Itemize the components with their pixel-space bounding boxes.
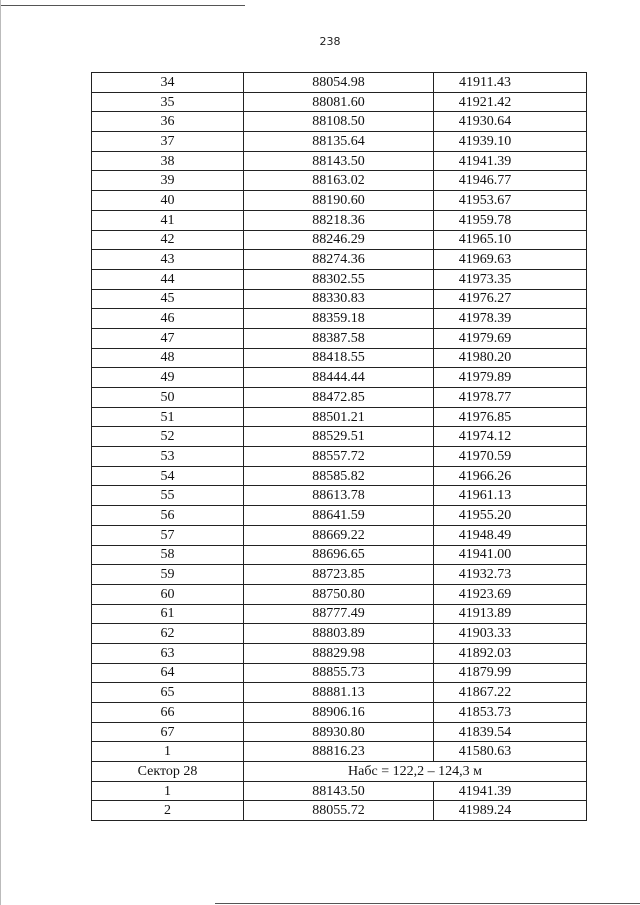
point-number-cell: 59 <box>92 565 244 585</box>
y-coordinate-cell: 41892.03 <box>434 643 587 663</box>
y-coordinate-cell: 41921.42 <box>434 92 587 112</box>
point-number-cell: 50 <box>92 388 244 408</box>
y-coordinate-cell: 41970.59 <box>434 447 587 467</box>
table-row <box>92 348 587 368</box>
x-coordinate-cell: 88777.49 <box>244 604 434 624</box>
x-coordinate-cell: 88585.82 <box>244 466 434 486</box>
table-row <box>92 781 587 801</box>
y-coordinate-cell: 41580.63 <box>434 742 587 762</box>
x-coordinate-cell: 88803.89 <box>244 624 434 644</box>
table-row <box>92 151 587 171</box>
table-row <box>92 92 587 112</box>
y-coordinate-cell: 41941.39 <box>434 781 587 801</box>
x-coordinate-cell: 88750.80 <box>244 584 434 604</box>
table-row <box>92 250 587 270</box>
y-coordinate-cell: 41979.89 <box>434 368 587 388</box>
point-number-cell: 47 <box>92 328 244 348</box>
x-coordinate-cell: 88723.85 <box>244 565 434 585</box>
table-row <box>92 604 587 624</box>
x-coordinate-cell: 88906.16 <box>244 703 434 723</box>
point-number-cell: 52 <box>92 427 244 447</box>
table-row <box>92 230 587 250</box>
point-number-cell: 34 <box>92 73 244 93</box>
table-row <box>92 407 587 427</box>
point-number-cell: 63 <box>92 643 244 663</box>
point-number-cell: 43 <box>92 250 244 270</box>
table-row <box>92 171 587 191</box>
scan-edge-top <box>0 5 245 6</box>
x-coordinate-cell: 88641.59 <box>244 506 434 526</box>
point-number-cell: 38 <box>92 151 244 171</box>
table-row <box>92 584 587 604</box>
y-coordinate-cell: 41969.63 <box>434 250 587 270</box>
x-coordinate-cell: 88330.83 <box>244 289 434 309</box>
sector-header-row <box>92 762 587 782</box>
x-coordinate-cell: 88930.80 <box>244 722 434 742</box>
x-coordinate-cell: 88816.23 <box>244 742 434 762</box>
point-number-cell: 57 <box>92 525 244 545</box>
y-coordinate-cell: 41959.78 <box>434 210 587 230</box>
x-coordinate-cell: 88444.44 <box>244 368 434 388</box>
y-coordinate-cell: 41939.10 <box>434 132 587 152</box>
point-number-cell: 42 <box>92 230 244 250</box>
y-coordinate-cell: 41867.22 <box>434 683 587 703</box>
y-coordinate-cell: 41948.49 <box>434 525 587 545</box>
x-coordinate-cell: 88855.73 <box>244 663 434 683</box>
point-number-cell: 48 <box>92 348 244 368</box>
x-coordinate-cell: 88246.29 <box>244 230 434 250</box>
table-row <box>92 565 587 585</box>
table-row <box>92 466 587 486</box>
point-number-cell: 62 <box>92 624 244 644</box>
point-number-cell: 66 <box>92 703 244 723</box>
point-number-cell: 46 <box>92 309 244 329</box>
point-number-cell: 67 <box>92 722 244 742</box>
y-coordinate-cell: 41903.33 <box>434 624 587 644</box>
point-number-cell: 44 <box>92 269 244 289</box>
y-coordinate-cell: 41976.27 <box>434 289 587 309</box>
coordinates-table-body <box>92 73 587 821</box>
table-row <box>92 112 587 132</box>
table-row <box>92 506 587 526</box>
table-row <box>92 388 587 408</box>
sector-label: Сектор 28 <box>92 762 244 782</box>
page-number: 238 <box>319 35 341 48</box>
x-coordinate-cell: 88135.64 <box>244 132 434 152</box>
y-coordinate-cell: 41932.73 <box>434 565 587 585</box>
y-coordinate-cell: 41978.39 <box>434 309 587 329</box>
y-coordinate-cell: 41961.13 <box>434 486 587 506</box>
point-number-cell: 45 <box>92 289 244 309</box>
table-row <box>92 427 587 447</box>
y-coordinate-cell: 41955.20 <box>434 506 587 526</box>
y-coordinate-cell: 41978.77 <box>434 388 587 408</box>
table-row <box>92 191 587 211</box>
x-coordinate-cell: 88081.60 <box>244 92 434 112</box>
y-coordinate-cell: 41953.67 <box>434 191 587 211</box>
sector-height-range: Набс = 122,2 – 124,3 м <box>244 762 587 782</box>
table-row <box>92 210 587 230</box>
point-number-cell: 65 <box>92 683 244 703</box>
point-number-cell: 58 <box>92 545 244 565</box>
y-coordinate-cell: 41879.99 <box>434 663 587 683</box>
y-coordinate-cell: 41923.69 <box>434 584 587 604</box>
x-coordinate-cell: 88054.98 <box>244 73 434 93</box>
scan-edge-left <box>0 0 1 905</box>
x-coordinate-cell: 88143.50 <box>244 151 434 171</box>
table-row <box>92 624 587 644</box>
table-row <box>92 683 587 703</box>
point-number-cell: 56 <box>92 506 244 526</box>
table-row <box>92 328 587 348</box>
point-number-cell: 1 <box>92 742 244 762</box>
point-number-cell: 41 <box>92 210 244 230</box>
point-number-cell: 35 <box>92 92 244 112</box>
point-number-cell: 40 <box>92 191 244 211</box>
point-number-cell: 61 <box>92 604 244 624</box>
table-row <box>92 742 587 762</box>
y-coordinate-cell: 41941.00 <box>434 545 587 565</box>
point-number-cell: 51 <box>92 407 244 427</box>
x-coordinate-cell: 88669.22 <box>244 525 434 545</box>
x-coordinate-cell: 88163.02 <box>244 171 434 191</box>
x-coordinate-cell: 88108.50 <box>244 112 434 132</box>
table-row <box>92 801 587 821</box>
x-coordinate-cell: 88881.13 <box>244 683 434 703</box>
table-row <box>92 663 587 683</box>
x-coordinate-cell: 88359.18 <box>244 309 434 329</box>
x-coordinate-cell: 88613.78 <box>244 486 434 506</box>
point-number-cell: 39 <box>92 171 244 191</box>
y-coordinate-cell: 41913.89 <box>434 604 587 624</box>
x-coordinate-cell: 88055.72 <box>244 801 434 821</box>
y-coordinate-cell: 41989.24 <box>434 801 587 821</box>
x-coordinate-cell: 88274.36 <box>244 250 434 270</box>
table-row <box>92 545 587 565</box>
table-row <box>92 368 587 388</box>
table-row <box>92 447 587 467</box>
point-number-cell: 54 <box>92 466 244 486</box>
point-number-cell: 36 <box>92 112 244 132</box>
y-coordinate-cell: 41980.20 <box>434 348 587 368</box>
x-coordinate-cell: 88218.36 <box>244 210 434 230</box>
point-number-cell: 1 <box>92 781 244 801</box>
point-number-cell: 64 <box>92 663 244 683</box>
table-row <box>92 722 587 742</box>
table-row <box>92 486 587 506</box>
point-number-cell: 37 <box>92 132 244 152</box>
point-number-cell: 49 <box>92 368 244 388</box>
y-coordinate-cell: 41930.64 <box>434 112 587 132</box>
x-coordinate-cell: 88302.55 <box>244 269 434 289</box>
x-coordinate-cell: 88472.85 <box>244 388 434 408</box>
y-coordinate-cell: 41965.10 <box>434 230 587 250</box>
x-coordinate-cell: 88143.50 <box>244 781 434 801</box>
table-row <box>92 525 587 545</box>
table-row <box>92 643 587 663</box>
y-coordinate-cell: 41979.69 <box>434 328 587 348</box>
table-row <box>92 73 587 93</box>
table-row <box>92 132 587 152</box>
x-coordinate-cell: 88418.55 <box>244 348 434 368</box>
x-coordinate-cell: 88529.51 <box>244 427 434 447</box>
y-coordinate-cell: 41946.77 <box>434 171 587 191</box>
table-row <box>92 289 587 309</box>
y-coordinate-cell: 41911.43 <box>434 73 587 93</box>
point-number-cell: 60 <box>92 584 244 604</box>
x-coordinate-cell: 88696.65 <box>244 545 434 565</box>
x-coordinate-cell: 88829.98 <box>244 643 434 663</box>
table-row <box>92 309 587 329</box>
x-coordinate-cell: 88557.72 <box>244 447 434 467</box>
y-coordinate-cell: 41966.26 <box>434 466 587 486</box>
scan-edge-bottom <box>215 903 640 904</box>
x-coordinate-cell: 88387.58 <box>244 328 434 348</box>
y-coordinate-cell: 41976.85 <box>434 407 587 427</box>
point-number-cell: 55 <box>92 486 244 506</box>
y-coordinate-cell: 41839.54 <box>434 722 587 742</box>
y-coordinate-cell: 41973.35 <box>434 269 587 289</box>
point-number-cell: 2 <box>92 801 244 821</box>
y-coordinate-cell: 41974.12 <box>434 427 587 447</box>
x-coordinate-cell: 88501.21 <box>244 407 434 427</box>
point-number-cell: 53 <box>92 447 244 467</box>
x-coordinate-cell: 88190.60 <box>244 191 434 211</box>
coordinates-table <box>91 72 587 821</box>
y-coordinate-cell: 41853.73 <box>434 703 587 723</box>
table-row <box>92 703 587 723</box>
y-coordinate-cell: 41941.39 <box>434 151 587 171</box>
table-row <box>92 269 587 289</box>
